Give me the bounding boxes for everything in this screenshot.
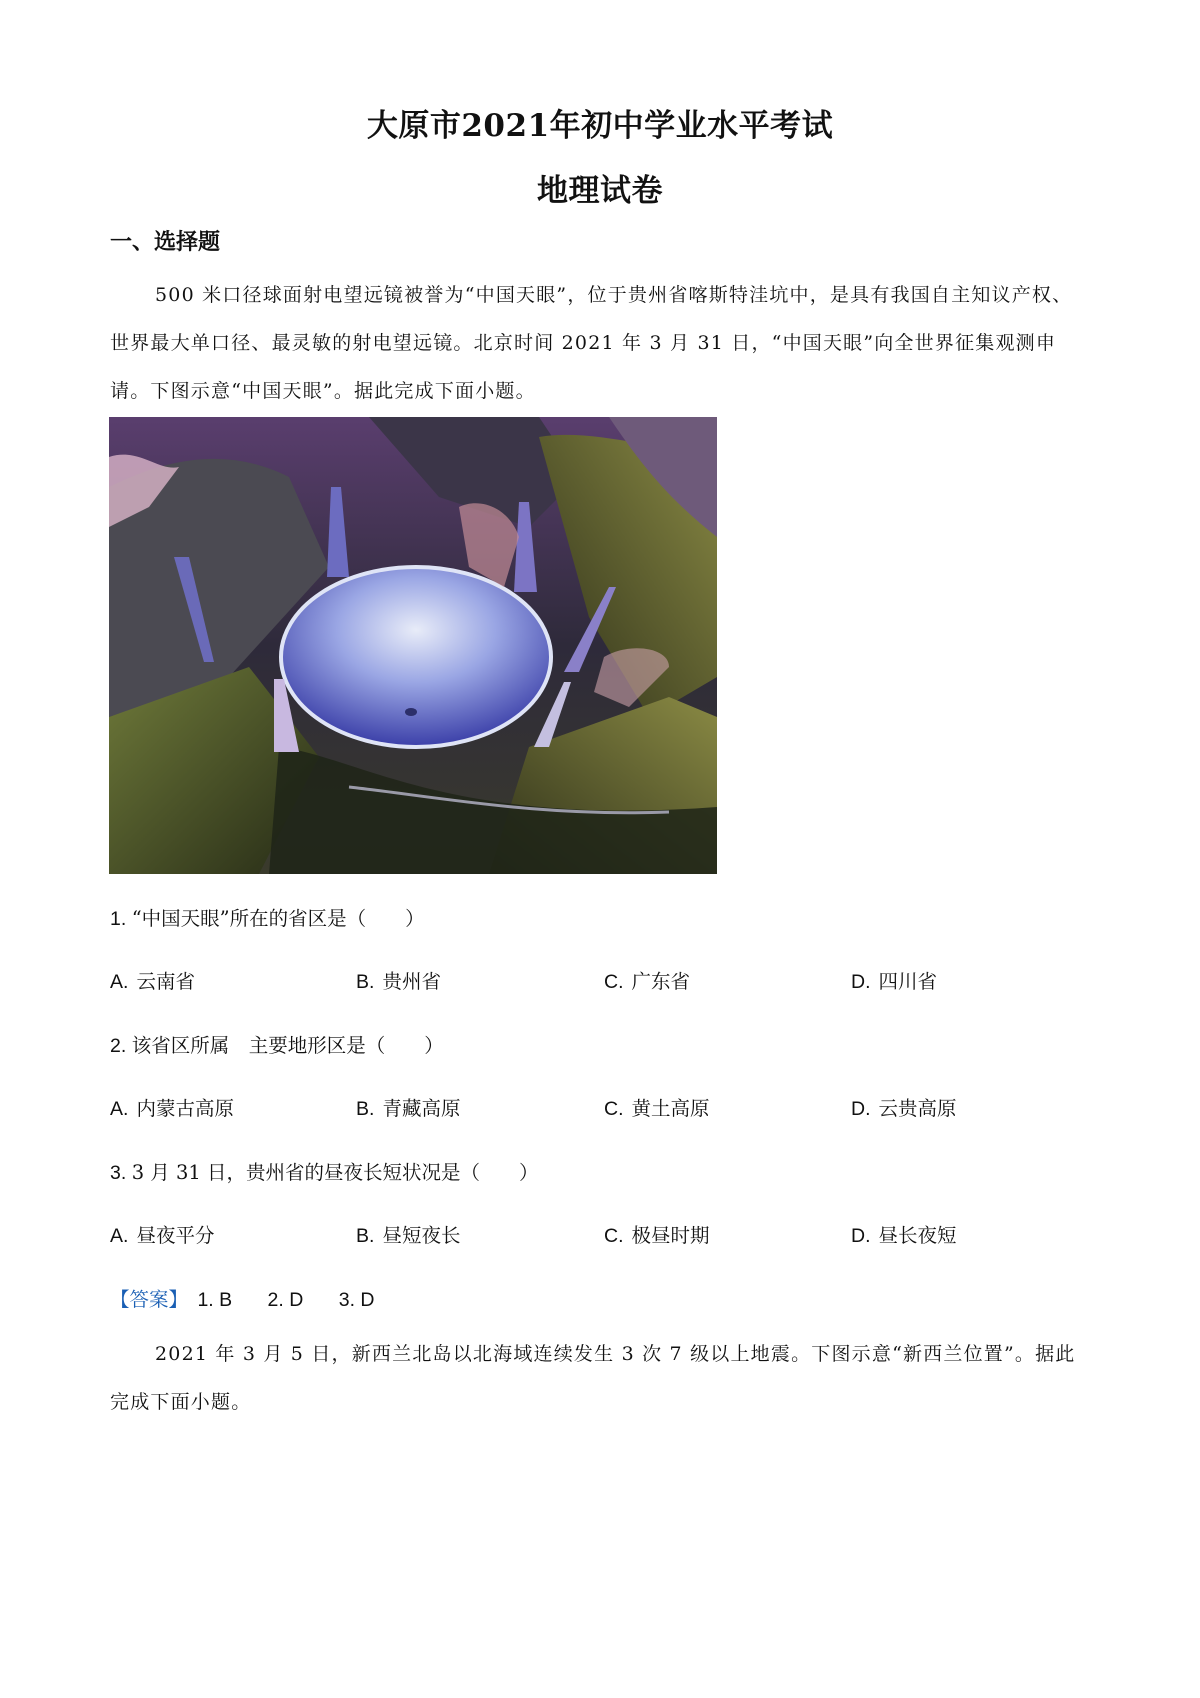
question-number: 2. [110,1035,127,1057]
option-text: 昼短夜长 [382,1224,461,1247]
question-text: 3 月 31 日，贵州省的昼夜长短状况是（ ） [131,1161,539,1184]
question-2-option-a[interactable] [110,1093,234,1121]
passage-line: 世界最大单口径、最灵敏的射电望远镜。北京时间 2021 年 3 月 31 日，“中国天眼”向全世界征集观测申 [110,332,1057,354]
passage-line: 完成下面小题。 [110,1391,252,1413]
option-letter: A. [110,1225,129,1247]
option-text: 贵州省 [382,970,441,993]
passage-line: 2021 年 3 月 5 日，新西兰北岛以北海域连续发生 3 次 7 级以上地震。下图示意“新西兰位置”。据此 [155,1343,1076,1365]
question-3-option-d[interactable] [851,1220,957,1248]
question-1-option-a[interactable] [110,966,195,994]
question-1-option-b[interactable] [356,966,441,994]
option-text: 昼长夜短 [878,1224,957,1247]
option-letter: D. [851,1098,871,1120]
option-letter: D. [851,971,871,993]
option-letter: D. [851,1225,871,1247]
question-number: 3. [110,1162,127,1184]
exam-subtitle: 地理试卷 [537,173,663,209]
section-heading: 一、选择题 [110,229,221,255]
option-letter: A. [110,971,129,993]
option-text: 广东省 [631,970,691,993]
question-1-option-c[interactable] [604,966,690,994]
question-2-stem [110,1030,444,1058]
answer-item: 3. D [338,1289,375,1311]
option-text: 青藏高原 [382,1097,461,1120]
question-1-stem [110,903,425,931]
fast-telescope-photo [109,417,717,874]
answer-item: 2. D [267,1289,304,1311]
question-3-option-c[interactable] [604,1220,710,1248]
option-text: 极昼时期 [631,1224,710,1247]
question-text: 该省区所属 主要地形区是（ ） [131,1034,444,1057]
option-letter: B. [356,1225,375,1247]
question-3-option-a[interactable] [110,1220,214,1248]
question-3-stem [110,1157,539,1185]
option-letter: C. [604,971,624,993]
option-text: 黄土高原 [631,1097,710,1120]
option-text: 四川省 [878,970,938,993]
option-text: 昼夜平分 [136,1224,215,1247]
answer-tag: 【答案】 [110,1288,189,1311]
option-text: 云贵高原 [878,1097,957,1120]
exam-title: 大原市2021年初中学业水平考试 [366,108,834,144]
question-3-option-b[interactable] [356,1220,460,1248]
question-1-option-d[interactable] [851,966,937,994]
option-letter: B. [356,1098,375,1120]
answer-item: 1. B [197,1289,233,1311]
option-text: 内蒙古高原 [136,1097,234,1120]
option-letter: A. [110,1098,129,1120]
answer-line [110,1284,405,1312]
passage-line: 500 米口径球面射电望远镜被誉为“中国天眼”，位于贵州省喀斯特洼坑中，是具有我国自主知议产权、 [155,284,1073,306]
option-letter: C. [604,1225,624,1247]
question-2-option-c[interactable] [604,1093,710,1121]
option-letter: C. [604,1098,624,1120]
question-2-option-d[interactable] [851,1093,957,1121]
option-text: 云南省 [136,970,195,993]
question-number: 1. [110,908,127,930]
passage-line: 请。下图示意“中国天眼”。据此完成下面小题。 [110,380,536,402]
question-2-option-b[interactable] [356,1093,460,1121]
question-text: “中国天眼”所在的省区是（ ） [131,907,425,930]
option-letter: B. [356,971,375,993]
